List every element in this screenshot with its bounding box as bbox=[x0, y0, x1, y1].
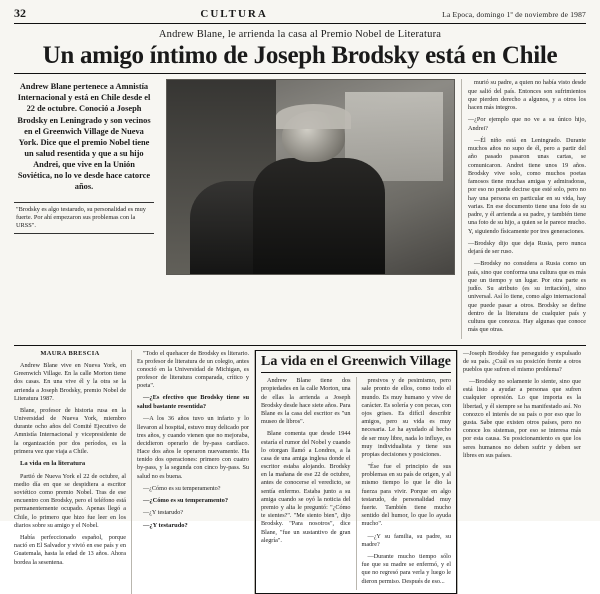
paragraph: —¿Y testarudo? bbox=[143, 509, 184, 517]
paragraph: Blane, profesor de historia rusa en la Universidad de Nueva York, miembro durante ocho años del Comité Ejecutivo de Amnistía Internacional y vicepresidente de la organización por dos períodos, es la primera vez que viaja a Chile. bbox=[14, 406, 126, 455]
article-byline: MAURA BRESCIA bbox=[40, 349, 100, 357]
photo-column bbox=[160, 79, 461, 338]
photo-halftone-grain bbox=[167, 80, 454, 274]
photo-caption: "Brodsky es algo testarudo, su personalidad es muy fuerte. Por ahí empezaron sus problemas con la URSS". bbox=[14, 202, 154, 234]
sidebar-story-columns bbox=[261, 377, 451, 590]
article-standfirst: Andrew Blane pertenece a Amnistía Internacional y está en Chile desde el 22 de octubre. Conoció a Joseph Brodsky en Leningrado y son vecinos en el Greenwich Village de Nueva York. Dice que el premio Nobel tiene un salud resentida y que a su hijo Andrei, que vive en la Unión Soviética, no lo ve desde hace catorce años. bbox=[17, 82, 151, 192]
paragraph: —Él niño está en Leningrado. Durante muchos años no supo de él, pero a partir del año pasado pasaron unas cartas, se comunicaron. Andrei tiene unos 19 años. Brodsky vive solo, como muchos poetas famosos tiene muchas amigas y admiradoras, por eso no puede decirse que esté solo, pero no hay una persona en particular en su vida, hay varias. En ese documento tiene una foto de su padre, y él arrienda a su padre, y también tiene una foto de su hijo, a quien se le parece mucho. Y, siguiendo físicamente por tres generaciones. bbox=[468, 136, 586, 235]
article-body-zone bbox=[14, 345, 586, 594]
sidebar-story-box bbox=[255, 350, 457, 594]
article-kicker: Andrew Blane, le arrienda la casa al Premio Nobel de Literatura bbox=[158, 29, 442, 40]
masthead bbox=[14, 6, 586, 24]
paragraph: Andrew Blane vive en Nueva York, en Greenwich Village. En la calle Morton tiene dos casas. En una vive él y la otra se la arrienda a Joseph Brodsky, premio Nobel de Literatura 1987. bbox=[14, 361, 126, 402]
paragraph: —A los 36 años tuvo un infarto y lo llevaron al hospital, estuvo muy delicado por tres años, y cuando vienen que no mejoraba, decidieron operarlo de by-pass cardíaco. Hace dos años le operaron nuevamente. Ha tenido dos operaciones: primero con cuatro by-pass, y la segunda con cinco by-pass. Su salud no es buena. bbox=[137, 415, 249, 480]
section-subheading: La vida en la literatura bbox=[20, 460, 86, 468]
paragraph: —Brodsky no considera a Rusia como un país, sino que conforma una cultura que es más que un tiempo y un lugar. Por otra parte es judío. Su atributo (es su irritación), sino universal. Así lo tiene, como algo internacional que puede pasar a otros. Brodsky se define dentro de la literatura de cualquier país y cultura que conozca. Hay algunas que conoce más que otras. bbox=[468, 260, 586, 334]
paragraph: murió su padre, a quien no había visto desde que salió del país. Entonces son sufrimientos que pierden derecho a algunos, y a otros los hacen más integros. bbox=[468, 79, 586, 111]
paragraph: —¿Cómo es su temperamento? bbox=[143, 484, 221, 492]
paragraph: presivos y de pesimismo, pero sale pronto de ellos, como todo el mundo. Es muy humano y vive de carácter. Es solería y con pecas, con ojos grises. Es difícil describir amigos, pero su vida es muy necesaria. Le ha ayudado al hecho de ser muy libre, nada lo influye, es muy individualista y tiene sus propias decisiones y posiciones. bbox=[361, 377, 451, 458]
paragraph: —Brodsky no solamente lo siente, sino que está listo a ayudar a personas que sufren cualquier opresión. Lo que importa es la libertad, y él siempre se ha manifestado así. No conozco el interés de su país o por eso que lo gusta. Sabe que existen otros países, pero no conoce los sistemas, por eso se interesa más por esta causa. Su posicionamiento es que los seres humanos no deben sufrir y deben ser libres en sus países. bbox=[463, 378, 581, 459]
interview-question: —¿Por ejemplo que no ve a su único hijo, Andrei? bbox=[468, 116, 586, 132]
paragraph: Partió de Nueva York el 22 de octubre, al medio día en que se despidiera a escritor soviético como premio Nobel. Tras de ese encuentro con Brodsky, pero el teléfono está permanentemente ocupado. Apenas llegó a Chile, lo primero que hizo fue leer en los diarios sobre su amigo y el Nobel. bbox=[14, 472, 126, 529]
interview-question: —¿Y su familia, su padre, su madre? bbox=[361, 532, 451, 548]
interview-question: —Brodsky dijo que deja Rusia, pero nunca dejará de ser ruso. bbox=[468, 239, 586, 255]
paragraph: —Durante mucho tiempo sólo fue que su madre se enfermó, y el que no regresó para verla y luego le dieron permiso. Después de eso... bbox=[361, 552, 451, 585]
article-headline: Un amigo íntimo de Joseph Brodsky está en Chile bbox=[42, 42, 558, 69]
sidebar-story-column-1 bbox=[261, 377, 357, 590]
paragraph: Blane comenta que desde 1944 estaría el rumor del Nobel y cuando lo otorgan llamó a Londres, a la casa de una amiga inglesa donde el escritor estaba alojando. Brodsky en la mañana de ese 22 de octubre, antes de conocerse el veredicto, se sentía enfermo. Estaba junto a su amiga cuando se oyó la noticia del premio y alta le preguntó: "¿Cómo te sientes?". "Me siento bien", dijo Brodsky. "Para nosotros", dice Blane, "fue un sustantivo de gran alegría". bbox=[261, 430, 351, 544]
issue-date: La Epoca, domingo 1º de noviembre de 1987 bbox=[442, 10, 586, 19]
sidebar-story-zone bbox=[255, 350, 457, 594]
interview-question: —Joseph Brodsky fue perseguido y expulsado de su país. ¿Cuál es su posición frente a otros pueblos que sufren el mismo problema? bbox=[463, 349, 581, 373]
sidebar-story-column-2 bbox=[357, 377, 452, 590]
body-column-5 bbox=[457, 350, 586, 594]
headline-rule bbox=[14, 73, 586, 74]
body-column-1 bbox=[14, 350, 132, 594]
body-column-2 bbox=[132, 350, 255, 594]
sidebar-story-title: La vida en el Greenwich Village bbox=[261, 355, 451, 374]
standfirst-column bbox=[14, 79, 160, 338]
section-title: CULTURA bbox=[200, 8, 268, 20]
paragraph: "Ése fue el principio de sus problemas en su país de origen, y al mismo tiempo lo que le dio la fuerza para vivir. Porque en algo testarudo, de personalidad muy fuerte. También tiene mucho sentido del humor, lo que lo ayuda mucho". bbox=[361, 463, 451, 528]
interview-question: —¿Y testarudo? bbox=[143, 521, 188, 529]
page-folio: 32 bbox=[14, 6, 26, 20]
paragraph: "Todo el quehacer de Brodsky es literario. Es profesor de literatura de un colegio, antes conoció en la Universidad de Michigan, es profesor de literatura comparada, crítico y poeta". bbox=[137, 349, 249, 390]
paragraph: Andrew Blane tiene dos propiedades en la calle Morton, una de ellas la arrienda a Joseph Brodsky desde hace siete años. Para Blane es la casa del escritor es "un museo de libros". bbox=[261, 377, 351, 426]
interview-question: —¿Cómo es su temperamento? bbox=[143, 497, 229, 505]
paragraph: Había perfeccionado español, porque nació en El Salvador y vivió en ese país y en Guatemala, hasta la edad de 13 años. Ahora bordea la sesentena. bbox=[14, 534, 126, 566]
article-top-zone bbox=[14, 79, 586, 338]
brodsky-portrait-photo bbox=[166, 79, 455, 275]
interview-question: —¿Es efectivo que Brodsky tiene su salud bastante resentida? bbox=[137, 394, 249, 410]
right-interview-column bbox=[461, 79, 586, 338]
